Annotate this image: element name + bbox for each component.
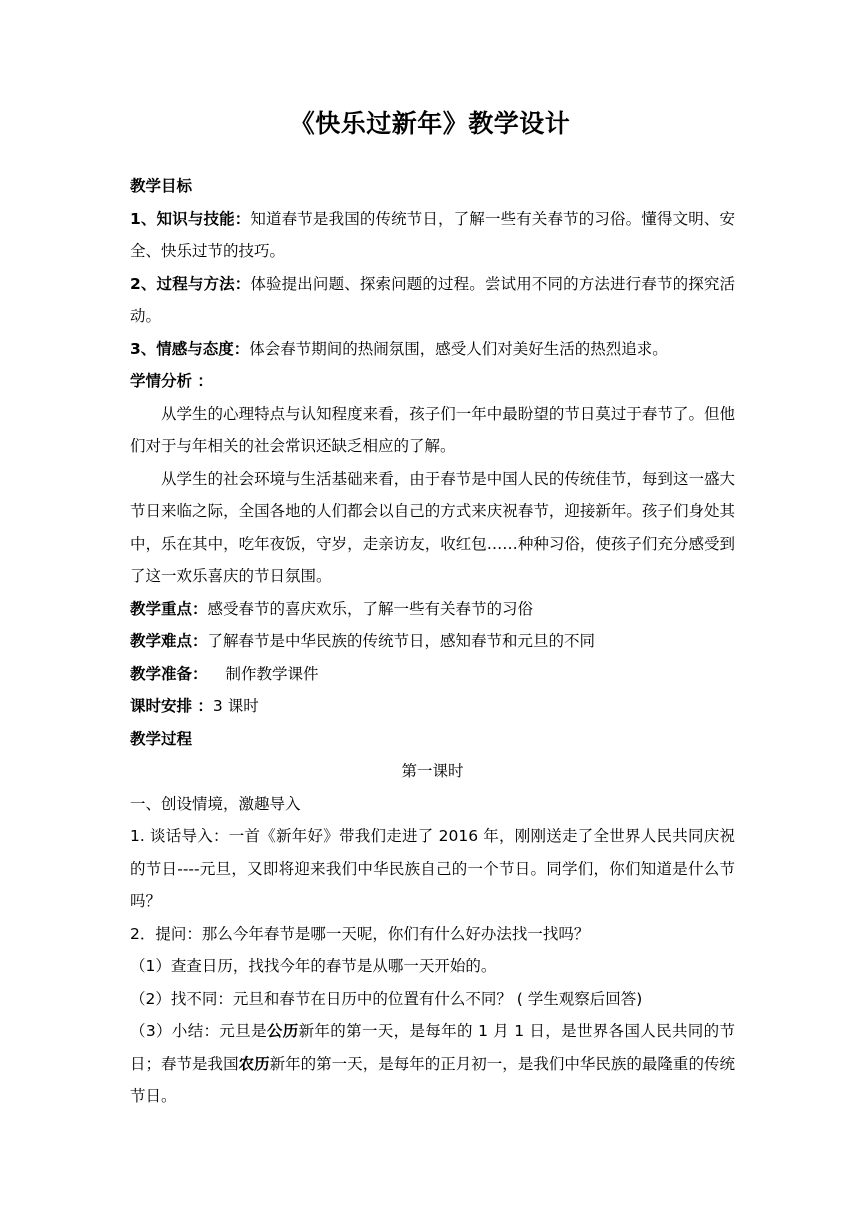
- difficulty-text: 了解春节是中华民族的传统节日，感知春节和元旦的不同: [207, 632, 596, 650]
- objective-process-label: 2、过程与方法：: [130, 274, 251, 293]
- preparation-label: 教学准备：: [130, 664, 208, 683]
- sub-step-3-part-2: 新年的第一天，是每年的 1 月 1 日，是世界各国人民共同的节日；春节是我国: [130, 1022, 735, 1073]
- preparation-text: 制作教学课件: [225, 664, 319, 683]
- schedule-text: 3 课时: [212, 697, 259, 715]
- analysis-paragraph-2: 从学生的社会环境与生活基础来看，由于春节是中国人民的传统佳节，每到这一盛大节日来临之际，全国各地的人们都会以自己的方式来庆祝春节，迎接新年。孩子们身处其中，乐在其中，吃年夜饭，守岁，走亲访友，收红包……种种习俗，使孩子们充分感受到了这一欢乐喜庆的节日氛围。: [130, 469, 735, 585]
- step-1: 1. 谈话导入：一首《新年好》带我们走进了 2016 年，刚刚送走了全世界人民共同庆祝的节日----元旦，又即将迎来我们中华民族自己的一个节日。同学们，你们知道是什么节吗？: [130, 827, 735, 910]
- objective-knowledge: [130, 203, 735, 268]
- lesson-1-heading: 第一课时: [401, 762, 464, 780]
- sub-step-3-bold-1: 公历: [266, 1022, 299, 1040]
- difficulty-label: 教学难点：: [130, 632, 208, 650]
- objective-knowledge-text: 知道春节是我国的传统节日，了解一些有关春节的习俗。懂得文明、安全、快乐过节的技巧。: [130, 209, 735, 260]
- preparation: [130, 658, 735, 691]
- sub-step-2: （2）找不同：元旦和春节在日历中的位置有什么不同？ ( 学生观察后回答): [130, 989, 643, 1008]
- sub-step-3-bold-2: 农历: [238, 1054, 270, 1073]
- objective-attitude: [130, 333, 735, 366]
- key-point-label: 教学重点：: [130, 599, 208, 618]
- key-point: [130, 593, 735, 626]
- key-point-text: 感受春节的喜庆欢乐，了解一些有关春节的习俗: [207, 599, 534, 618]
- schedule: [130, 690, 735, 723]
- sub-step-3: [130, 1015, 735, 1113]
- analysis-heading: 学情分析 ：: [130, 372, 213, 390]
- objective-attitude-text: 体会春节期间的热闹氛围，感受人们对美好生活的热烈追求。: [249, 339, 668, 358]
- sub-step-3-part-1: （3）小结：元旦是: [130, 1022, 267, 1040]
- document-body: [130, 170, 735, 1113]
- document-title: 《快乐过新年》教学设计: [289, 109, 571, 138]
- sub-step-1: （1）查查日历，找找今年的春节是从哪一天开始的。: [130, 957, 497, 975]
- step-2: 2．提问：那么今年春节是哪一天呢，你们有什么好办法找一找吗？: [130, 924, 590, 943]
- section-1-heading: 一、创设情境，激趣导入: [130, 794, 301, 813]
- objective-attitude-label: 3、情感与态度：: [130, 339, 250, 358]
- objective-knowledge-label: 1、知识与技能：: [130, 209, 251, 228]
- process-heading: 教学过程: [130, 729, 193, 748]
- difficulty: [130, 625, 735, 658]
- objective-process-text: 体验提出问题、探索问题的过程。尝试用不同的方法进行春节的探究活动。: [130, 274, 735, 325]
- objective-process: [130, 268, 735, 333]
- schedule-label: 课时安排 ：: [130, 697, 213, 715]
- objectives-heading: 教学目标: [130, 177, 193, 195]
- analysis-paragraph-1: 从学生的心理特点与认知程度来看，孩子们一年中最盼望的节日莫过于春节了。但他们对于与年相关的社会常识还缺乏相应的了解。: [130, 404, 735, 455]
- sub-step-3-part-3: 新年的第一天，是每年的正月初一，是我们中华民族的最隆重的传统节日。: [130, 1054, 735, 1105]
